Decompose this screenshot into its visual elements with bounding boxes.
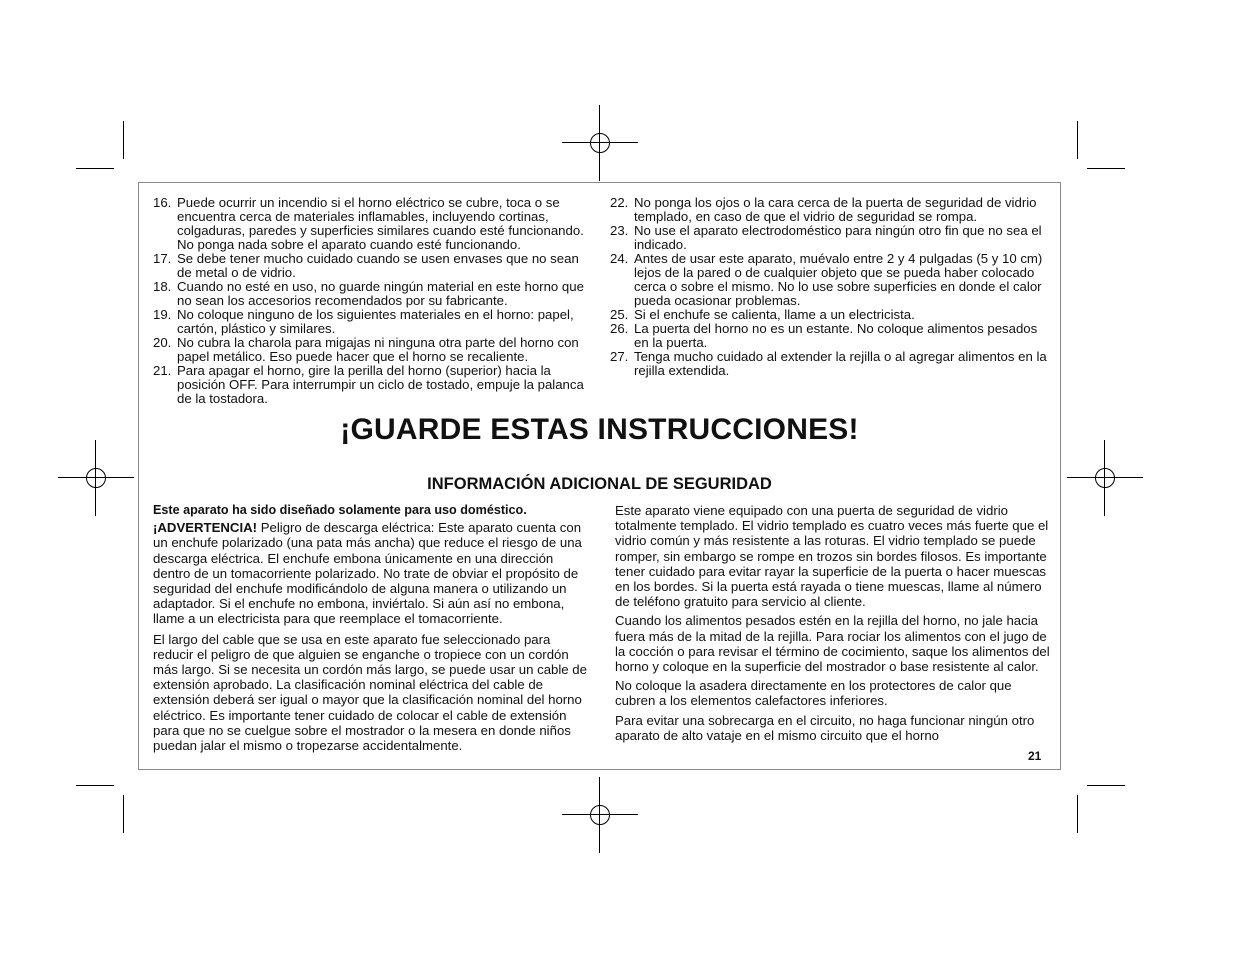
warning-paragraph — [153, 520, 589, 626]
crop-mark — [123, 795, 124, 833]
list-item — [610, 350, 1050, 378]
domestic-use-note: Este aparato ha sido diseñado solamente para uso doméstico. — [153, 503, 527, 517]
list-item — [153, 280, 591, 308]
list-item-number: 19. — [153, 307, 172, 322]
list-item-text: Para apagar el horno, gire la perilla del horno (superior) hacia la posición OFF. Para interrumpir un ciclo de tostado, empuje la palanca de la tostadora. — [177, 363, 584, 406]
left-safety-text — [153, 503, 589, 755]
list-item — [610, 252, 1050, 308]
list-item-text: Se debe tener mucho cuidado cuando se usen envases que no sean de metal o de vidrio. — [177, 251, 579, 280]
crop-mark — [76, 785, 114, 786]
crop-mark — [1077, 795, 1078, 833]
list-item — [153, 308, 591, 336]
left-numbered-list — [153, 196, 591, 406]
list-item-number: 18. — [153, 279, 172, 294]
list-item-text: No use el aparato electrodoméstico para ningún otro fin que no sea el indicado. — [634, 223, 1042, 252]
registration-mark-icon — [58, 440, 134, 516]
list-item — [610, 224, 1050, 252]
registration-mark-icon — [562, 777, 638, 853]
page-number: 21 — [1028, 749, 1042, 763]
list-item — [610, 308, 1050, 322]
list-item-text: Antes de usar este aparato, muévalo entre 2 y 4 pulgadas (5 y 10 cm) lejos de la pared o de cualquier objeto que se pueda haber colocado cerca o sobre el mismo. No lo use sobre superficies en donde el calor pueda ocasionar problemas. — [634, 251, 1043, 308]
registration-mark-icon — [562, 105, 638, 181]
list-item-number: 23. — [610, 223, 629, 238]
cord-paragraph: El largo del cable que se usa en este aparato fue seleccionado para reducir el peligro de que alguien se enganche o tropiece con un cordón más largo. Si se necesita un cordón más largo, se puede usar un cable de extensión aprobado. La clasificación nominal eléctrica del cable de extensión deberá ser igual o mayor que la clasificación nominal del horno eléctrico. Es importante tener cuidado de colocar el cable de extensión para que no se cuelgue sobre el mostrador o la mesera en donde niños puedan jalar el mismo o tropezarse accidentalmente. — [153, 631, 587, 754]
warning-label: ¡ADVERTENCIA! — [153, 520, 258, 536]
list-item-number: 16. — [153, 195, 172, 210]
crop-mark — [1087, 785, 1125, 786]
crop-mark — [76, 168, 114, 169]
section-subtitle: INFORMACIÓN ADICIONAL DE SEGURIDAD — [427, 475, 772, 493]
list-item — [153, 336, 591, 364]
list-item-number: 20. — [153, 335, 172, 350]
list-item-number: 22. — [610, 195, 629, 210]
list-item-text: Puede ocurrir un incendio si el horno eléctrico se cubre, toca o se encuentra cerca de materiales inflamables, incluyendo cortinas, colgaduras, paredes y superficies similares cuando esté funcionando. No ponga nada sobre el aparato cuando esté funcionando. — [177, 195, 584, 252]
right-numbered-list — [610, 196, 1050, 378]
crop-mark — [123, 121, 124, 159]
rack-paragraph: Cuando los alimentos pesados estén en la rejilla del horno, no jale hacia fuera más de la mitad de la rejilla. Para rociar los alimentos con el jugo de la cocción o para revisar el término de cocimiento, saque los alimentos del horno y coloque en la superficie del mostrador o base resistente al calor. — [615, 613, 1050, 675]
list-item — [610, 322, 1050, 350]
list-item-number: 21. — [153, 363, 172, 378]
list-item — [153, 196, 591, 252]
list-item — [610, 196, 1050, 224]
glass-door-paragraph: Este aparato viene equipado con una puerta de seguridad de vidrio totalmente templado. El vidrio templado es cuatro veces más fuerte que el vidrio común y más resistente a las roturas. El vidrio templado se puede romper, sin embargo se rompe en trozos sin bordes filosos. Es importante tener cuidado para evitar rayar la superficie de la puerta o hacer muescas en los bordes. Si la puerta está rayada o tiene muescas, llame al número de teléfono gratuito para servicio al cliente. — [615, 503, 1049, 610]
list-item-number: 26. — [610, 321, 629, 336]
list-item-text: Cuando no esté en uso, no guarde ningún material en este horno que no sean los accesorios recomendados por su fabricante. — [177, 279, 584, 308]
list-item-text: No ponga los ojos o la cara cerca de la puerta de seguridad de vidrio templado, en caso de que el vidrio de seguridad se rompa. — [634, 195, 1037, 224]
circuit-paragraph: Para evitar una sobrecarga en el circuito, no haga funcionar ningún otro aparato de alto vataje en el mismo circuito que el horno — [615, 712, 1035, 743]
list-item-number: 27. — [610, 349, 629, 364]
crop-mark — [1087, 168, 1125, 169]
warning-text: Peligro de descarga eléctrica: Este aparato cuenta con un enchufe polarizado (una pata más ancha) que reduce el riesgo de una descarga eléctrica. El enchufe embona únicamente en una dirección dentro de un tomacorriente polarizado. No trate de obviar el propósito de seguridad del enchufe modificándolo de alguna manera o utilizando un adaptador. Si el enchufe no embona, inviértalo. Si aún así no embona, llame a un electricista para que reemplace el tomacorriente. — [153, 520, 582, 627]
list-item — [153, 252, 591, 280]
list-item-text: La puerta del horno no es un estante. No coloque alimentos pesados en la puerta. — [634, 321, 1038, 350]
page-title: ¡GUARDE ESTAS INSTRUCCIONES! — [340, 413, 859, 446]
right-safety-text — [615, 503, 1053, 745]
list-item-number: 24. — [610, 251, 629, 266]
list-item-text: Si el enchufe se calienta, llame a un electricista. — [634, 307, 915, 322]
crop-mark — [1077, 121, 1078, 159]
list-item-number: 17. — [153, 251, 172, 266]
list-item-text: No cubra la charola para migajas ni ninguna otra parte del horno con papel metálico. Eso puede hacer que el horno se recaliente. — [177, 335, 579, 364]
list-item-text: No coloque ninguno de los siguientes materiales en el horno: papel, cartón, plástico y similares. — [177, 307, 574, 336]
list-item-text: Tenga mucho cuidado al extender la rejilla o al agregar alimentos en la rejilla extendida. — [634, 349, 1047, 378]
broil-pan-paragraph: No coloque la asadera directamente en los protectores de calor que cubren a los elementos calefactores inferiores. — [615, 678, 1012, 709]
registration-mark-icon — [1067, 440, 1143, 516]
list-item-number: 25. — [610, 307, 629, 322]
list-item — [153, 364, 591, 406]
